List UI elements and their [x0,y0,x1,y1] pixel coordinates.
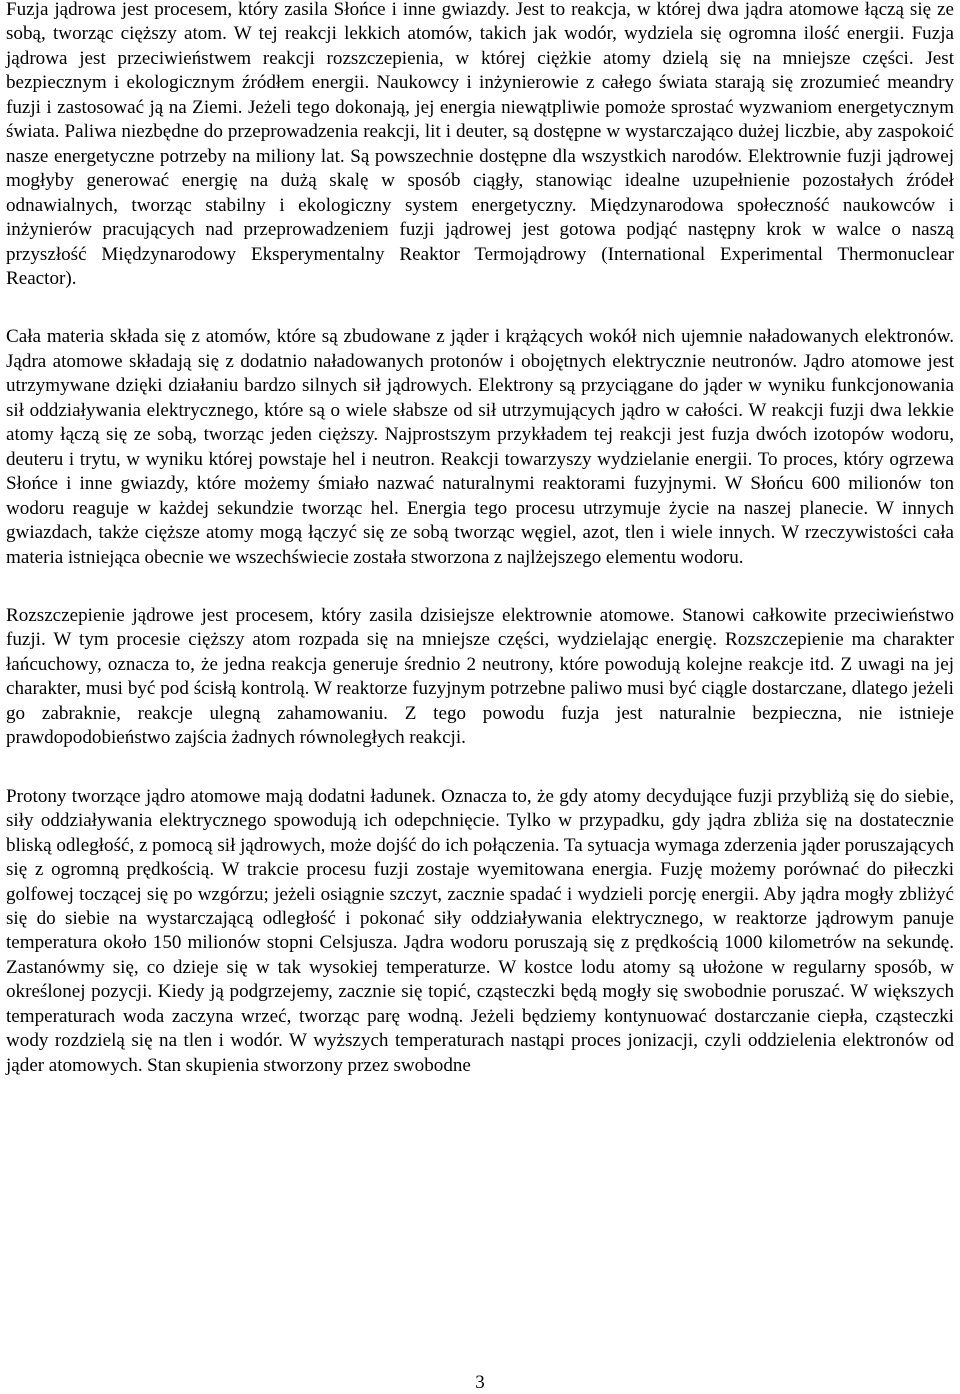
paragraph-protons: Protony tworzące jądro atomowe mają dodatni ładunek. Oznacza to, że gdy atomy decydujące fuzji przybliżą się do siebie, siły oddziaływania elektrycznego spowodują ich odepchnięcie. Tylko w przypadku, gdy jądra zbliża się na dostatecznie bliską odległość, z pomocą sił jądrowych, może dojść do ich połączenia. Ta sytuacja wymaga zderzenia jąder poruszających się z ogromną prędkością. W trakcie procesu fuzji zostaje wyemitowana energia. Fuzję możemy porównać do piłeczki golfowej toczącej się po wzgórzu; jeżeli osiągnie szczyt, zacznie spadać i wydzieli porcję energii. Aby jądra mogły zbliżyć się do siebie na wystarczającą odległość i pokonać siły oddziaływania elektrycznego, w reaktorze jądrowym panuje temperatura około 150 milionów stopni Celsjusza. Jądra wodoru poruszają się z prędkością 1000 kilometrów na sekundę. Zastanówmy się, co dzieje się w tak wysokiej temperaturze. W kostce lodu atomy są ułożone w regularny sposób, w określonej pozycji. Kiedy ją podgrzejemy, zacznie się topić, cząsteczki będą mogły się swobodnie poruszać. W większych temperaturach woda zaczyna wrzeć, tworząc parę wodną. Jeżeli będziemy kontynuować dostarczanie ciepła, cząsteczki wody rozdzielą się na tlen i wodór. W wyższych temperaturach nastąpi proces jonizacji, czyli oddzielenia elektronów od jąder atomowych. Stan skupienia stworzony przez swobodne [6,785,954,1076]
paragraph-fission: Rozszczepienie jądrowe jest procesem, który zasila dzisiejsze elektrownie atomowe. Stanowi całkowite przeciwieństwo fuzji. W tym procesie cięższy atom rozpada się na mniejsze części, wydzielając energię. Rozszczepienie ma charakter łańcuchowy, oznacza to, że jedna reakcja generuje średnio 2 neutrony, które powodują kolejne reakcje itd. Z uwagi na jej charakter, musi być pod ścisłą kontrolą. W reaktorze fuzyjnym potrzebne paliwo musi być ciągle dostarczane, dlatego jeżeli go zabraknie, reakcje ulegną zahamowaniu. Z tego powodu fuzja jest naturalnie bezpieczna, nie istnieje prawdopodobieństwo zajścia żadnych równoległych reakcji. [6,604,954,749]
paragraph-atoms: Cała materia składa się z atomów, które są zbudowane z jąder i krążących wokół nich ujemnie naładowanych elektronów. Jądra atomowe składają się z dodatnio naładowanych protonów i obojętnych elektrycznie neutronów. Jądro atomowe jest utrzymywane dzięki działaniu bardzo silnych sił jądrowych. Elektrony są przyciągane do jąder w wyniku funkcjonowania sił oddziaływania elektrycznego, które są o wiele słabsze od sił utrzymujących jądro w całości. W reakcji fuzji dwa lekkie atomy łączą się ze sobą, tworząc jeden cięższy. Najprostszym przykładem tej reakcji jest fuzja dwóch izotopów wodoru, deuteru i trytu, w wyniku której powstaje hel i neutron. Reakcji towarzyszy wydzielanie energii. To proces, który ogrzewa Słońce i inne gwiazdy, które możemy śmiało nazwać naturalnymi reaktorami fuzyjnymi. W Słońcu 600 milionów ton wodoru reaguje w każdej sekundzie tworząc hel. Energia tego procesu utrzymuje życie na naszej planecie. W innych gwiazdach, także cięższe atomy mogą łączyć się ze sobą tworząc węgiel, azot, tlen i wiele innych. W rzeczywistości cała materia istniejąca obecnie we wszechświecie została stworzona z najlżejszego elementu wodoru. [6,326,954,568]
paragraph-fusion-intro: Fuzja jądrowa jest procesem, który zasila Słońce i inne gwiazdy. Jest to reakcja, w której dwa jądra atomowe łączą się ze sobą, tworząc cięższy atom. W tej reakcji lekkich atomów, takich jak wodór, wydziela się ogromna ilość energii. Fuzja jądrowa jest przeciwieństwem reakcji rozszczepienia, w której ciężkie atomy dzielą się na mniejsze części. Jest bezpiecznym i ekologicznym źródłem energii. Naukowcy i inżynierowie z całego świata starają się zrozumieć meandry fuzji i zastosować ją na Ziemi. Jeżeli tego dokonają, jej energia niewątpliwie pomoże sprostać wyzwaniom energetycznym świata. Paliwa niezbędne do przeprowadzenia reakcji, lit i deuter, są dostępne w wystarczająco dużej liczbie, aby zaspokoić nasze energetyczne potrzeby na miliony lat. Są powszechnie dostępne dla wszystkich narodów. Elektrownie fuzji jądrowej mogłyby generować energię na dużą skalę w sposób ciągły, stanowiąc idealne uzupełnienie pozostałych źródeł odnawialnych, tworząc stabilny i ekologiczny system energetyczny. Międzynarodowa społeczność naukowców i inżynierów pracujących nad przeprowadzeniem fuzji jądrowej jest gotowa podjąć następny krok w walce o naszą przyszłość Międzynarodowy Eksperymentalny Reaktor Termojądrowy (International Experimental Thermonuclear Reactor). [6,0,954,289]
page-number: 3 [475,1372,485,1393]
document-page [6,0,954,1112]
